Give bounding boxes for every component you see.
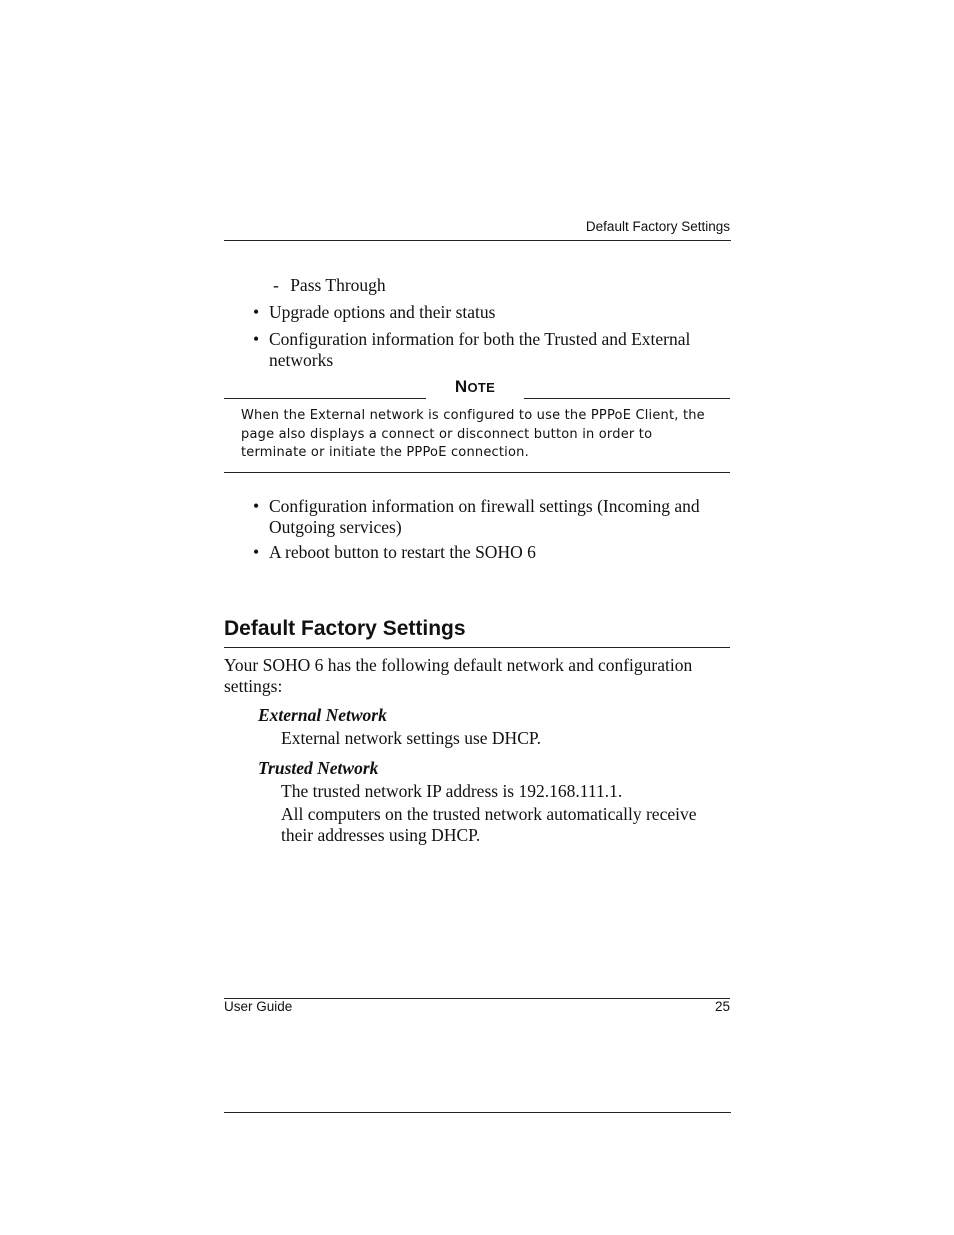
section-heading: Default Factory Settings (224, 617, 466, 640)
bullet-text: Upgrade options and their status (269, 302, 496, 322)
note-rule-right (524, 398, 730, 399)
dash-list-item (273, 275, 386, 296)
header-rule (224, 240, 731, 241)
running-header: Default Factory Settings (585, 219, 730, 234)
note-rule-left (224, 398, 426, 399)
definition-external-network: External network settings use DHCP. (281, 728, 542, 748)
definition-trusted-ip: The trusted network IP address is 192.168.111.1. (281, 781, 623, 801)
bullet-symbol: • (253, 542, 260, 562)
footer-title: User Guide (224, 999, 293, 1014)
bullet-symbol: • (253, 329, 260, 349)
bullet-symbol: • (253, 302, 260, 322)
definition-trusted-dhcp: All computers on the trusted network automatically receive their addresses using DHCP. (281, 804, 697, 845)
bullet-symbol: • (253, 496, 260, 516)
note-rule-bottom (224, 472, 730, 473)
bullet-text: Configuration information for both the Trusted and External networks (269, 329, 691, 370)
section-intro: Your SOHO 6 has the following default network and configuration settings: (224, 655, 693, 696)
note-text: When the External network is configured to use the PPPoE Client, the page also displays a connect or disconnect button in order to terminate or initiate the PPPoE connection. (241, 408, 705, 460)
note-title-initial: N (454, 377, 468, 396)
bullet-text: A reboot button to restart the SOHO 6 (269, 542, 536, 562)
term-trusted-network: Trusted Network (258, 758, 379, 778)
page-number: 25 (714, 999, 730, 1014)
term-external-network: External Network (258, 705, 387, 725)
note-title-rest: OTE (467, 380, 496, 395)
bullet-text: Configuration information on firewall settings (Incoming and Outgoing services) (269, 496, 700, 537)
dash-mark: - (273, 275, 279, 295)
section-heading-rule (224, 647, 730, 648)
note-title (426, 377, 524, 397)
dash-item-text: Pass Through (290, 275, 386, 295)
page-bottom-rule (224, 1112, 731, 1113)
